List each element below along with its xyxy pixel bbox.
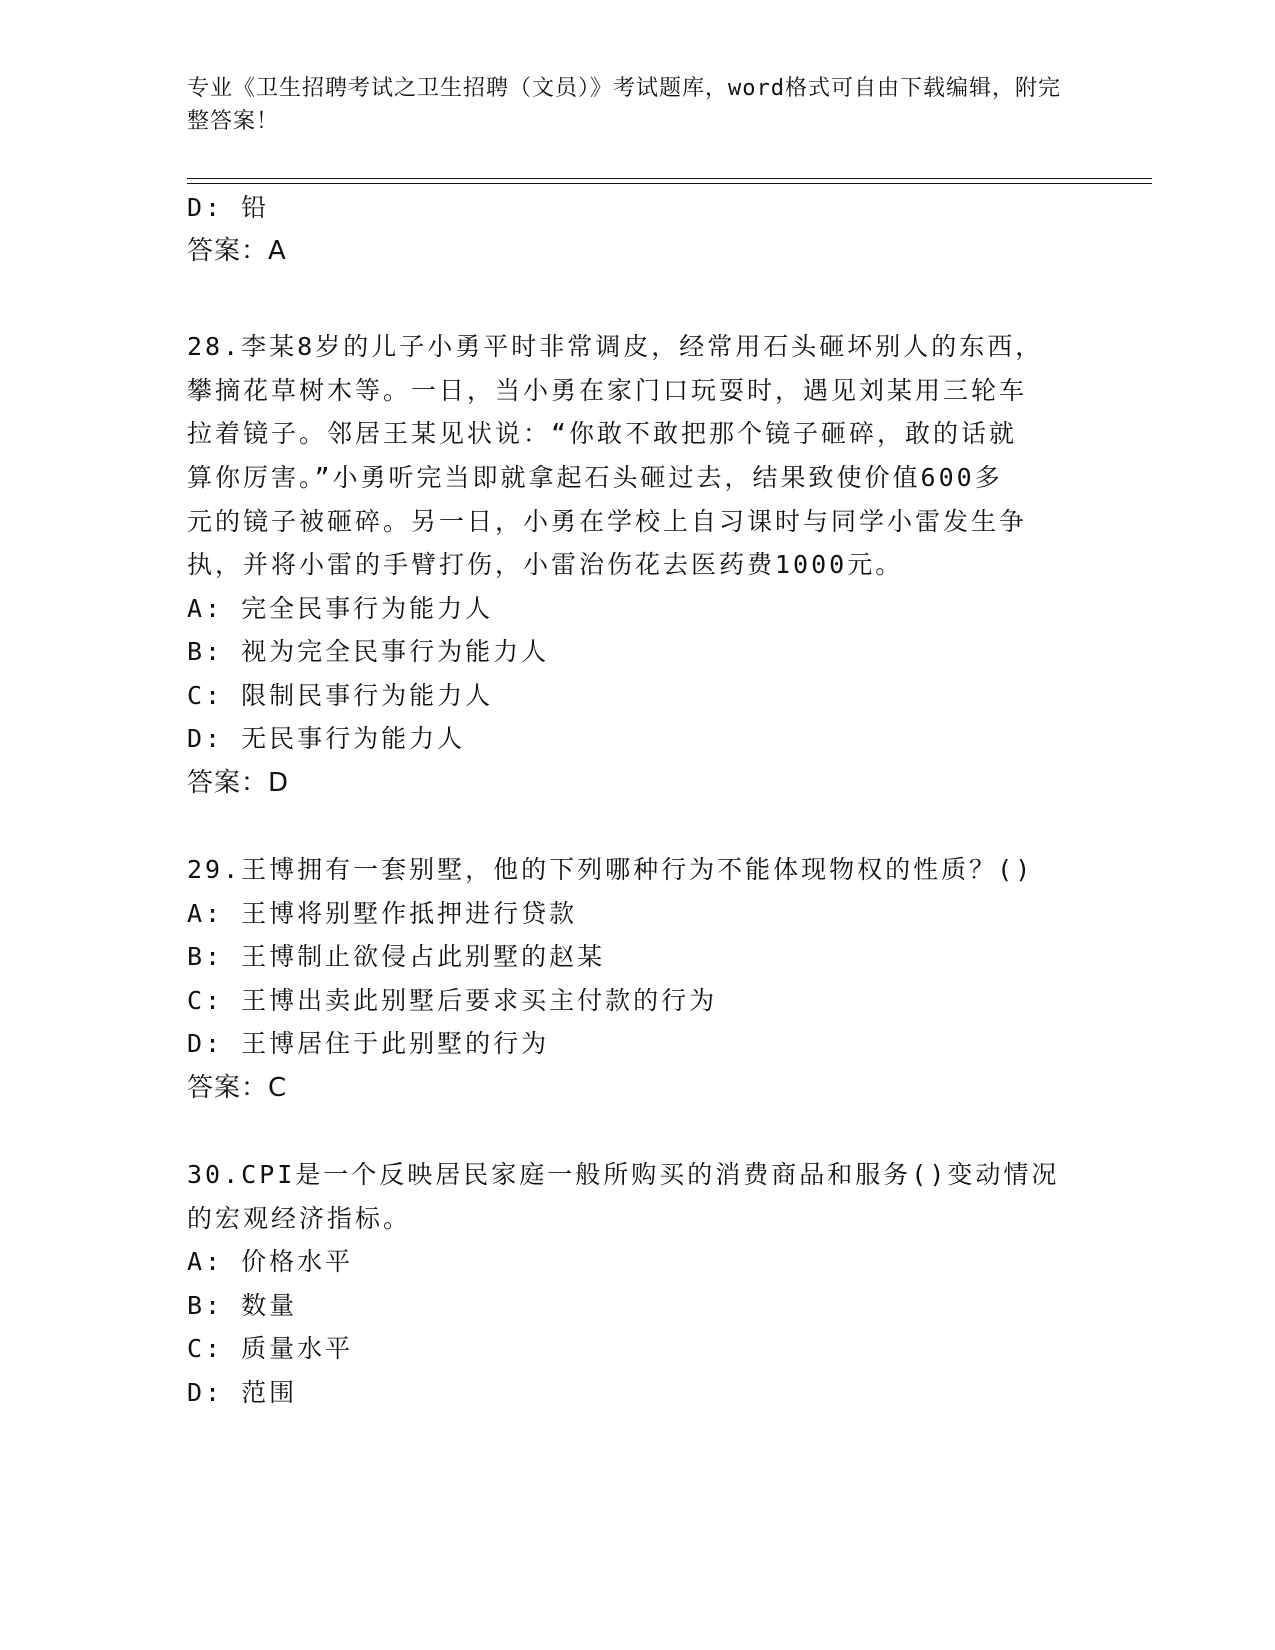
answer-label: 答案：C [187, 1073, 288, 1103]
question-stem-line: 元的镜子被砸碎。另一日，小勇在学校上自习课时与同学小雷发生争 [187, 507, 1028, 536]
option-c: C: 限制民事行为能力人 [187, 681, 494, 710]
option-d: D: 无民事行为能力人 [187, 724, 466, 753]
question-stem-line: 30.CPI是一个反映居民家庭一般所购买的消费商品和服务()变动情况 [187, 1160, 1060, 1189]
option-b: B: 视为完全民事行为能力人 [187, 637, 550, 666]
option-a: A: 完全民事行为能力人 [187, 594, 494, 623]
question-stem-line: 攀摘花草树木等。一日，当小勇在家门口玩耍时，遇见刘某用三轮车 [187, 376, 1028, 405]
option-c: C: 王博出卖此别墅后要求买主付款的行为 [187, 986, 718, 1015]
page-header: 专业《卫生招聘考试之卫生招聘（文员）》考试题库，word格式可自由下载编辑，附完整答案！ [187, 76, 1061, 134]
option-c: C: 质量水平 [187, 1334, 354, 1363]
question-stem-line: 的宏观经济指标。 [187, 1204, 412, 1233]
option-b: B: 王博制止欲侵占此别墅的赵某 [187, 942, 606, 971]
question-stem-line: 拉着镜子。邻居王某见状说：“你敢不敢把那个镜子砸碎，敢的话就 [187, 419, 1018, 448]
option-d: D: 铅 [187, 193, 270, 222]
header-divider-bottom [187, 183, 1152, 184]
question-stem-line: 算你厉害。”小勇听完当即就拿起石头砸过去，结果致使价值600多 [187, 463, 1003, 492]
answer-label: 答案：D [187, 768, 290, 798]
option-a: A: 王博将别墅作抵押进行贷款 [187, 899, 578, 928]
question-stem-line: 29.王博拥有一套别墅，他的下列哪种行为不能体现物权的性质？() [187, 855, 1034, 884]
option-b: B: 数量 [187, 1291, 298, 1320]
question-stem-line: 执，并将小雷的手臂打伤，小雷治伤花去医药费1000元。 [187, 550, 904, 579]
option-d: D: 范围 [187, 1378, 298, 1407]
option-a: A: 价格水平 [187, 1247, 354, 1276]
question-stem-line: 28.李某8岁的儿子小勇平时非常调皮，经常用石头砸坏别人的东西， [187, 332, 1044, 361]
header-divider-top [187, 178, 1152, 179]
answer-label: 答案：A [187, 236, 287, 266]
option-d: D: 王博居住于此别墅的行为 [187, 1029, 550, 1058]
